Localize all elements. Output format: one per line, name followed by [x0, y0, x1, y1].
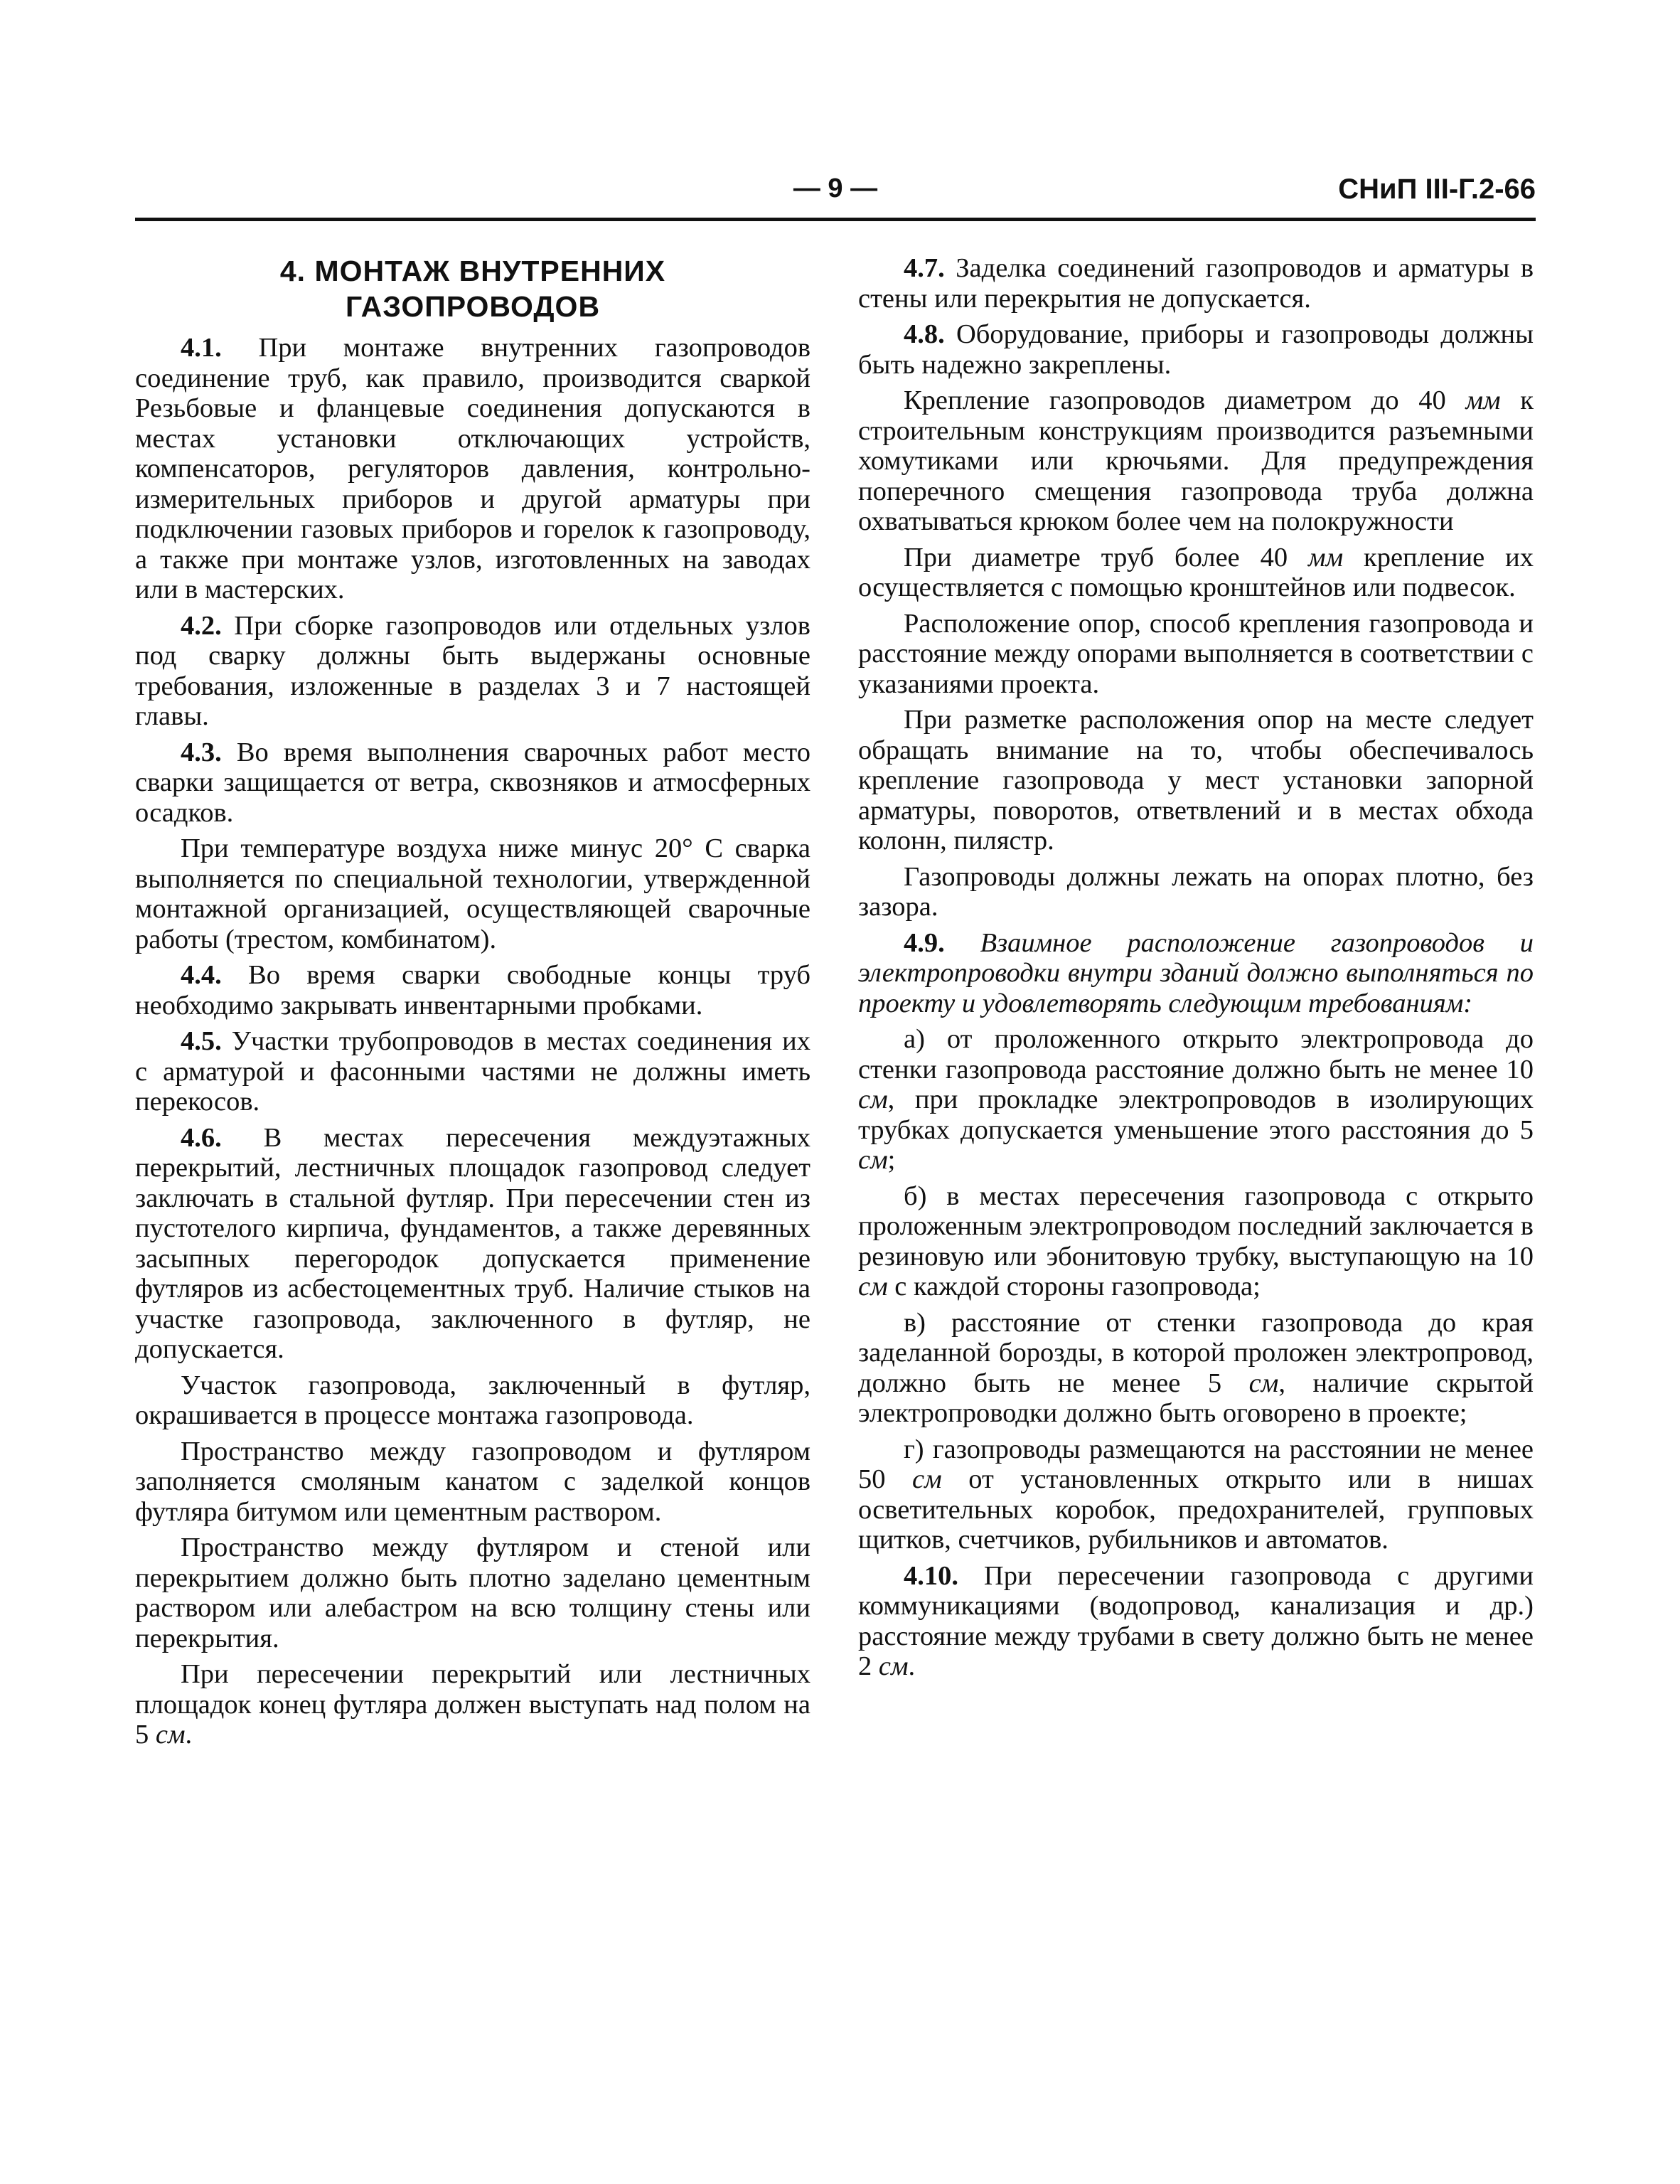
clause-number: 4.6. — [181, 1122, 222, 1153]
paragraph — [135, 611, 810, 732]
paragraph-text: При пересечении газопровода с другими коммуникациями (водопровод, канализация и др.) расстояние между трубами в свету должно быть не менее 2 см. — [858, 1560, 1534, 1681]
paragraph-text: В местах пересечения междуэтажных перекрытий, лестничных площадок газопровод следует заключать в стальной футляр. При пересечении стен из пустотелого кирпича, фундаментов, а также деревянных засыпных перегородок допускается применение футляров из асбестоцементных труб. Наличие стыков на участке газопровода, заключенного в футляр, не допускается. — [135, 1122, 810, 1364]
paragraph-text: Взаимное расположение газопроводов и электропроводки внутри зданий должно выполняться по проекту и удовлетворять следующим требованиям: — [858, 927, 1534, 1018]
paragraph — [135, 833, 810, 954]
clause-number: 4.4. — [181, 960, 222, 990]
paragraph — [858, 1561, 1534, 1682]
paragraph — [858, 1181, 1534, 1302]
paragraph — [858, 253, 1534, 314]
paragraph-text: Оборудование, приборы и газопроводы должны быть надежно закреплены. — [858, 319, 1534, 380]
section-title — [135, 253, 810, 324]
paragraph — [135, 1370, 810, 1431]
paragraph — [858, 1308, 1534, 1429]
paragraph — [858, 609, 1534, 700]
clause-number: 4.2. — [181, 610, 222, 641]
paragraph-text: Газопроводы должны лежать на опорах плотно, без зазора. — [858, 861, 1534, 922]
paragraph-text: При диаметре труб более 40 мм крепление их осуществляется с помощью кронштейнов или подвесок. — [858, 542, 1534, 602]
section-title-line: ГАЗОПРОВОДОВ — [345, 290, 601, 323]
paragraph-text: При пересечении перекрытий или лестничных площадок конец футляра должен выступать над полом на 5 см. — [135, 1659, 810, 1749]
paragraph — [858, 1024, 1534, 1176]
paragraph — [135, 1659, 810, 1750]
paragraph — [858, 928, 1534, 1019]
paragraph — [858, 862, 1534, 922]
paragraph-text: Участки трубопроводов в местах соединения их с арматурой и фасонными частями не должны иметь перекосов. — [135, 1026, 810, 1117]
paragraph-text: г) газопроводы размещаются на расстоянии не менее 50 см от установленных открыто или в нишах осветительных коробок, предохранителей, групповых щитков, счетчиков, рубильников и автоматов. — [858, 1434, 1534, 1555]
paragraph-text: При температуре воздуха ниже минус 20° С сварка выполняется по специальной технологии, утвержденной монтажной организацией, осуществляющей сварочные работы (трестом, комбинатом). — [135, 833, 810, 954]
paragraph — [135, 737, 810, 829]
clause-number: 4.1. — [181, 333, 222, 363]
page-header — [135, 174, 1536, 216]
paragraph — [858, 705, 1534, 856]
clause-number: 4.10. — [904, 1560, 958, 1591]
paragraph-text: в) расстояние от стенки газопровода до края заделанной борозды, в которой проложен электропровод, должно быть не менее 5 см, наличие скрытой электропроводки должно быть оговорено в проекте; — [858, 1307, 1534, 1428]
paragraph — [135, 1026, 810, 1117]
left-column — [135, 253, 810, 1756]
paragraph — [135, 1533, 810, 1653]
section-title-line: 4. МОНТАЖ ВНУТРЕННИХ — [279, 255, 666, 287]
right-column — [858, 253, 1534, 1688]
document-code: СНиП III-Г.2-66 — [1338, 174, 1536, 205]
paragraph — [858, 543, 1534, 603]
paragraph — [135, 960, 810, 1021]
paragraph — [858, 1434, 1534, 1555]
paragraph-text: Во время сварки свободные концы труб необходимо закрывать инвентарными пробками. — [135, 960, 810, 1021]
paragraph-text: Крепление газопроводов диаметром до 40 мм к строительным конструкциям производится разъемными хомутиками или крючьями. Для предупреждения поперечного смещения газопровода труба должна охватываться крюком более чем на полокружности — [858, 385, 1534, 536]
paragraph-text: При разметке расположения опор на месте следует обращать внимание на то, чтобы обеспечивалось крепление газопровода у мест установки запорной арматуры, поворотов, ответвлений и в местах обхода колонн, пилястр. — [858, 705, 1534, 856]
paragraph-text: Участок газопровода, заключенный в футляр, окрашивается в процессе монтажа газопровода. — [135, 1370, 810, 1430]
paragraph — [858, 319, 1534, 380]
paragraph-text: Пространство между газопроводом и футляром заполняется смоляным канатом с заделкой концов футляра битумом или цементным раствором. — [135, 1436, 810, 1527]
paragraph — [135, 1123, 810, 1365]
page-number: — 9 — — [793, 174, 878, 203]
paragraph-text: При монтаже внутренних газопроводов соединение труб, как правило, производится сваркой Резьбовые и фланцевые соединения допускаются в местах установки отключающих устройств, компенсаторов, регуляторов давления, контрольно-измерительных приборов и другой арматуры при подключении газовых приборов и горелок к газопроводу, а также при монтаже узлов, изготовленных на заводах или в мастерских. — [135, 333, 810, 604]
paragraph-text: б) в местах пересечения газопровода с открыто проложенным электропроводом последний заключается в резиновую или эбонитовую трубку, выступающую на 10 см с каждой стороны газопровода; — [858, 1181, 1534, 1301]
header-rule — [135, 218, 1536, 221]
clause-number: 4.5. — [181, 1026, 222, 1056]
paragraph-text: Заделка соединений газопроводов и арматуры в стены или перекрытия не допускается. — [858, 253, 1534, 314]
paragraph-text: а) от проложенного открыто электропровода до стенки газопровода расстояние должно быть не менее 10 см, при прокладке электропроводов в изолирующих трубках допускается уменьшение этого расстояния до 5 см; — [858, 1024, 1534, 1175]
paragraph-text: Расположение опор, способ крепления газопровода и расстояние между опорами выполняется в соответствии с указаниями проекта. — [858, 608, 1534, 699]
paragraph-text: Пространство между футляром и стеной или перекрытием должно быть плотно заделано цементным раствором или алебастром на всю толщину стены или перекрытия. — [135, 1533, 810, 1653]
paragraph — [858, 385, 1534, 537]
paragraph-text: При сборке газопроводов или отдельных узлов под сварку должны быть выдержаны основные требования, изложенные в разделах 3 и 7 настоящей главы. — [135, 610, 810, 731]
clause-number: 4.7. — [904, 253, 945, 283]
clause-number: 4.3. — [181, 737, 222, 767]
clause-number: 4.8. — [904, 319, 945, 349]
paragraph-text: Во время выполнения сварочных работ место сварки защищается от ветра, сквозняков и атмосферных осадков. — [135, 737, 810, 828]
paragraph — [135, 333, 810, 605]
clause-number: 4.9. — [904, 927, 945, 958]
paragraph — [135, 1437, 810, 1528]
